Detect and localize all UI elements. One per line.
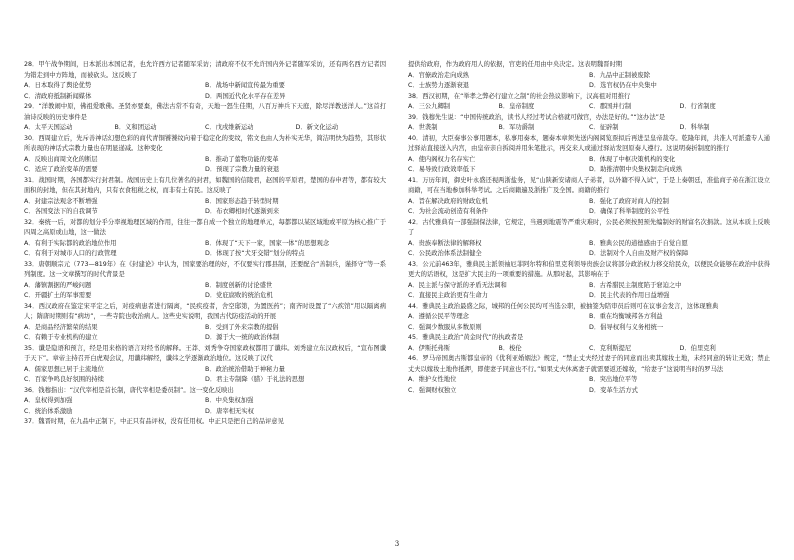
option-list bbox=[24, 365, 386, 386]
answer-option: B．国家形态趋于转型时期 bbox=[205, 197, 279, 205]
option-list bbox=[24, 239, 386, 260]
answer-option: C．有赖于专业机构的建立 bbox=[24, 334, 98, 341]
question-block bbox=[24, 218, 386, 260]
answer-option: C．各国变法下的自我调节 bbox=[24, 208, 98, 215]
page-number: 3 bbox=[394, 540, 400, 548]
answer-option: B．强化了政府对商人的控制 bbox=[589, 197, 669, 205]
answer-option: B．九品中正制被废除 bbox=[589, 71, 650, 79]
answer-option: D．倡导权利与义务相统一 bbox=[589, 323, 664, 331]
answer-option: A．民主派与保守派的矛盾无法调和 bbox=[408, 281, 507, 289]
answer-option: B．推动了蕾物功能的变革 bbox=[205, 155, 279, 163]
question-stem: 35．谶是隐语和预言，经是用来格的语言对经书的解释。王莽、刘秀争夺国家政权都用了谶纬。刘秀建立东汉政权后，“宣布图谶于天下”。章帝主持召开白虎观会议，用谶纬解经，谶纬之学逐渐政治地位。这反映了汉代 bbox=[24, 344, 386, 362]
question-stem: 45．雅典民主政治“黄金时代”的执政者是 bbox=[408, 334, 524, 341]
option-list bbox=[408, 239, 770, 260]
option-list bbox=[408, 375, 770, 396]
answer-option: B．重在均衡城邦各方利益 bbox=[589, 313, 663, 320]
question-block bbox=[24, 176, 386, 218]
answer-option: D．助推清朝中央集权制走向成熟 bbox=[589, 166, 683, 173]
answer-option: A．使内阁权力名存实亡 bbox=[408, 155, 476, 163]
question-stem: 38．西汉初期，在“举孝之弊必行建立之制”的社会热议影响下，汉高祖对用推行 bbox=[408, 92, 631, 100]
answer-option: A．封建宗法观念不断增强 bbox=[24, 197, 98, 205]
answer-option: B．军功爵制 bbox=[498, 124, 535, 131]
option-list bbox=[408, 102, 770, 113]
answer-option: B．古希腊民主制度陷于窘迫之中 bbox=[589, 281, 682, 289]
answer-option: B．体现了“天下一家，国家一体”的思想观念 bbox=[205, 239, 330, 247]
question-block bbox=[24, 60, 386, 102]
option-list bbox=[24, 81, 386, 102]
question-stem: 31．战国时期，各国都实行封君制。战国历史上有几位著名的封君，如魏国的信陵君，赵国的平原君，楚国的春申君等，都有较大面积的封地，但在其封地内，只有衣食租税之权，而非有土有民。这反映了 bbox=[24, 176, 386, 194]
answer-option: B．梭伦 bbox=[498, 344, 522, 352]
question-block bbox=[24, 134, 386, 176]
answer-option: D．唐宰相无实权 bbox=[205, 407, 254, 415]
answer-option: C．公民政治体系法制健全 bbox=[408, 250, 482, 257]
answer-option: A．三公九卿制 bbox=[408, 103, 451, 110]
answer-option: A．反映出商周文化的断层 bbox=[24, 155, 98, 163]
answer-option: A．是商品经济繁荣的结果 bbox=[24, 323, 98, 331]
answer-option: C．征辟制 bbox=[589, 124, 619, 131]
question-stem: 33．唐朝顺宗元（773—819年）在《封建论》中认为，国家要治理的好，不仅要实行郡县制，还要配合“善制兵，谨择守”等一系列制度。这一文章撰写的时代背景是 bbox=[24, 260, 386, 278]
question-block bbox=[408, 302, 770, 334]
question-block bbox=[408, 354, 770, 396]
question-stem: 36．钱穆指出：“汉代宰相是首长制，唐代宰相是委员制”。这一变化反映出 bbox=[24, 386, 234, 394]
answer-option: B．突出地位平等 bbox=[589, 376, 638, 383]
answer-option: B．制度创新的讨论盛世 bbox=[205, 281, 273, 289]
question-block bbox=[24, 302, 386, 344]
option-list bbox=[24, 323, 386, 344]
option-list bbox=[408, 123, 770, 134]
right-column bbox=[408, 60, 770, 532]
option-list bbox=[24, 197, 386, 218]
answer-option: C．强调财权独立 bbox=[408, 386, 457, 394]
option-list bbox=[24, 123, 386, 134]
answer-option: D．君主专制降（腊）于礼法的思想 bbox=[205, 376, 305, 383]
answer-option: C．清政府抵制新闻媒体 bbox=[24, 92, 92, 100]
answer-option: D．科举制 bbox=[679, 124, 710, 131]
question-stem: 40．清初，大臣奏事公事用题本，私事用奏本，题奏本章须先送内阁阅览票拟后再进呈皇帝裁夺。乾隆年间，共准人可派遣专人通过驿站直接送入内宫，由皇帝亲自拆阅并用朱笔批示，再交来人或通过驿站发回原奏人遵行。这说明奏折制度的推行 bbox=[408, 134, 770, 152]
option-list bbox=[408, 71, 770, 92]
answer-option: A．有利于实际都的政治地位作用 bbox=[24, 239, 117, 247]
answer-option: A．旨在解决政府的财政危机 bbox=[408, 197, 488, 205]
question-block bbox=[24, 386, 386, 418]
question-block bbox=[408, 176, 770, 218]
question-stem: 28．甲午战争期间，日本派出本国记者，也允许西方记者随军采访；清政府不仅不允许国内外记者随军采访，还有两名西方记者因为错走到中方阵地，而被砍头。这反映了 bbox=[24, 61, 386, 79]
question-stem: 41．万历年间，御史叶永盛还视两浙盐务，见“山陕新安诸商人子弟者，以外籍不得入试”，于是上奏朝廷，准盐商子弟在浙江设立商籍，可在当地参加科举考试。之后商籍遍及浙推广及全国。商籍的推行 bbox=[408, 176, 770, 194]
answer-option: C．统治体系激励 bbox=[24, 407, 73, 415]
question-stem: 30．西周建立后，先斥善神话幻想色彩的商代青铜饕饕纹向着于稳定化的变纹，铭文也由人为朴实无华，简洁明快为趋势，其形状所表现的神话式宗教力量也在明显递减。这种变化 bbox=[24, 134, 386, 152]
question-block bbox=[408, 92, 770, 113]
answer-option: C．为社会流动创造有利条件 bbox=[408, 208, 488, 215]
question-stem: 32．秦统一后，对都的划分乎分率视地理区域的作用，往往一都自成一个独立的地理单元，每都都以某区域地或平原为核心推广于四周之高原或山地，这一做法 bbox=[24, 218, 386, 236]
answer-option: A．维护女性地位 bbox=[408, 376, 457, 383]
answer-option: A．儒家思想已居于主流地位 bbox=[24, 365, 104, 373]
option-list bbox=[408, 344, 770, 355]
answer-option: C．适应了政治变革的需要 bbox=[24, 166, 98, 173]
answer-option: C．直接民主政治更有生命力 bbox=[408, 292, 488, 299]
answer-option: B．中央集权加强 bbox=[205, 397, 254, 404]
exam-page bbox=[24, 60, 770, 532]
question-stem: 46．罗马帝国奥古斯都皇帝的《优利亚婚姻法》规定，“禁止丈夫经过妻子的同意而出卖其嫁妆土地，未经同意的转让无效；禁止丈夫以嫁妆土地作抵押，即使妻子同意也不行。”如果丈夫休离妻子就需要返还嫁妆，“给妻子”这说明当时的罗马法 bbox=[408, 355, 770, 373]
question-stem: 39．钱穆先生说：“中国传统政治，读书人经过考试合格就可做官，办法是好的。”“这办法”是 bbox=[408, 113, 666, 121]
question-block bbox=[24, 260, 386, 302]
answer-option: D．党庇腐败的统治危机 bbox=[205, 292, 273, 299]
answer-option: A．世袭制 bbox=[408, 124, 438, 131]
answer-option: C．戊戌维新运动 bbox=[205, 124, 254, 131]
option-list bbox=[24, 396, 386, 417]
answer-option: A．太平天国运动 bbox=[24, 124, 73, 131]
answer-option: C．克利斯提尼 bbox=[589, 344, 632, 352]
answer-option: A．官僚政治走向成熟 bbox=[408, 71, 469, 79]
answer-option: D．源于大一统的政治体制 bbox=[205, 334, 280, 341]
question-block bbox=[408, 260, 770, 302]
answer-option: B．义和团运动 bbox=[114, 124, 157, 131]
answer-option: C．强调少数服从多数原则 bbox=[408, 323, 482, 331]
question-block bbox=[24, 102, 386, 134]
answer-option: D．确保了科举制度的公平性 bbox=[589, 208, 670, 215]
answer-option: A．皇权得到加强 bbox=[24, 397, 73, 404]
answer-option: C．易导致行政效率低下 bbox=[408, 166, 476, 173]
option-list bbox=[408, 281, 770, 302]
answer-option: B．政治统治借助于神秘力量 bbox=[205, 365, 285, 373]
answer-option: D．选官权仍在中央集中 bbox=[589, 82, 657, 89]
answer-option: B．皇帝制度 bbox=[498, 103, 535, 110]
question-stem: 34．西汉政府在鉴定宋平定之后，对疫病患者进行隔离，“民疾疫者，舍空邸第，为置医药”；南齐时设置了“六疾馆”用以隔离病人；隋唐时期则有“病坊”，一些寺院也收治病人。这些史实说明，我国古代防疫活动的开展 bbox=[24, 302, 386, 320]
answer-option: D．法制对个人自由及财产权的保障 bbox=[589, 250, 689, 257]
answer-option: D．预现了宗教力量的衰退 bbox=[205, 166, 280, 173]
question-block bbox=[408, 113, 770, 134]
answer-option: D．新文化运动 bbox=[295, 124, 339, 131]
answer-option: A．贵族奉断法律的解释权 bbox=[408, 239, 482, 247]
option-list bbox=[24, 281, 386, 302]
question-stem: 提供给政府，作为政府用人的依据，官吏的任用由中央决定。这表明魏晋时期 bbox=[408, 61, 623, 68]
answer-option: A．日本取得了舆论优势 bbox=[24, 82, 92, 89]
question-stem: 43．公元前463年，雅典民主派领袖厄菲阿尔特和伯里克利领导贵族会议将部分政治权力移交给民众，以便民众能够在政治中获得更大的话语权，这是扩大民主的一项重要的措施。从那时起，其影响在于 bbox=[408, 260, 770, 278]
left-column bbox=[24, 60, 386, 532]
option-list bbox=[24, 155, 386, 176]
answer-option: B．体现了中枢决策机构的变化 bbox=[589, 155, 676, 163]
question-block bbox=[408, 333, 770, 354]
answer-option: C．士族势力逐渐衰退 bbox=[408, 82, 470, 89]
answer-option: D．两国近代化水平存在差异 bbox=[205, 92, 286, 100]
question-stem: 29．“洋教闹中原，佛祖爱歌佛。圣贤亦要棄，佛法古常不有奇，天地一怒生佳期，八百万神兵下天庭，除尽洋教送洋人。”这首打油诗反映的历史事件是 bbox=[24, 103, 386, 121]
answer-option: A．藩镇割据的严峻问题 bbox=[24, 281, 92, 289]
question-stem: 37．魏晋时期，在九品中正制下，中正只有品评权，没有任用权。中正只是把自己的品评意见 bbox=[24, 418, 284, 425]
answer-option: C．百家争鸣良好氛围的持续 bbox=[24, 376, 104, 383]
question-block bbox=[408, 60, 770, 92]
answer-option: C．开疆扩土的军事需要 bbox=[24, 292, 92, 299]
question-stem: 44．雅典民主政治最盛之际，城邦的任何公民均可当选公职，被抽签为陪审员后则可在议事会发言，这体现雅典 bbox=[408, 302, 719, 310]
answer-option: C．郡国并行制 bbox=[589, 103, 632, 110]
answer-option: C．有利于对城市人口的行政管理 bbox=[24, 250, 117, 257]
answer-option: A．遵循公民平等理念 bbox=[408, 313, 469, 320]
answer-option: B．战场中新闻宣传最为重要 bbox=[205, 82, 285, 89]
answer-option: D．行省制度 bbox=[679, 103, 716, 110]
answer-option: B．雅典公民的道德感由于自觉自愿 bbox=[589, 239, 688, 247]
answer-option: D．布衣卿相时代逐渐到来 bbox=[205, 208, 280, 215]
option-list bbox=[408, 312, 770, 333]
answer-option: D．体现了按“犬牙交错”划分的特点 bbox=[205, 250, 305, 257]
question-block bbox=[408, 218, 770, 260]
option-list bbox=[408, 155, 770, 176]
answer-option: A．伊斯托弗斯 bbox=[408, 344, 451, 352]
question-stem: 42．古代雅典有一部强制保法律，它规定，当遇到地震等严重灾难时，公民必须按照预先编制好的财富名次捐款。这从本质上反映了 bbox=[408, 218, 770, 236]
question-block bbox=[24, 417, 386, 428]
option-list bbox=[408, 197, 770, 218]
question-block bbox=[408, 134, 770, 176]
answer-option: D．伯里克利 bbox=[679, 344, 716, 352]
question-block bbox=[24, 344, 386, 386]
answer-option: D．变革生活方式 bbox=[589, 386, 638, 394]
answer-option: B．受到了外来宗教的提倡 bbox=[205, 323, 279, 331]
answer-option: D．民主代表的作用日益增强 bbox=[589, 292, 670, 299]
